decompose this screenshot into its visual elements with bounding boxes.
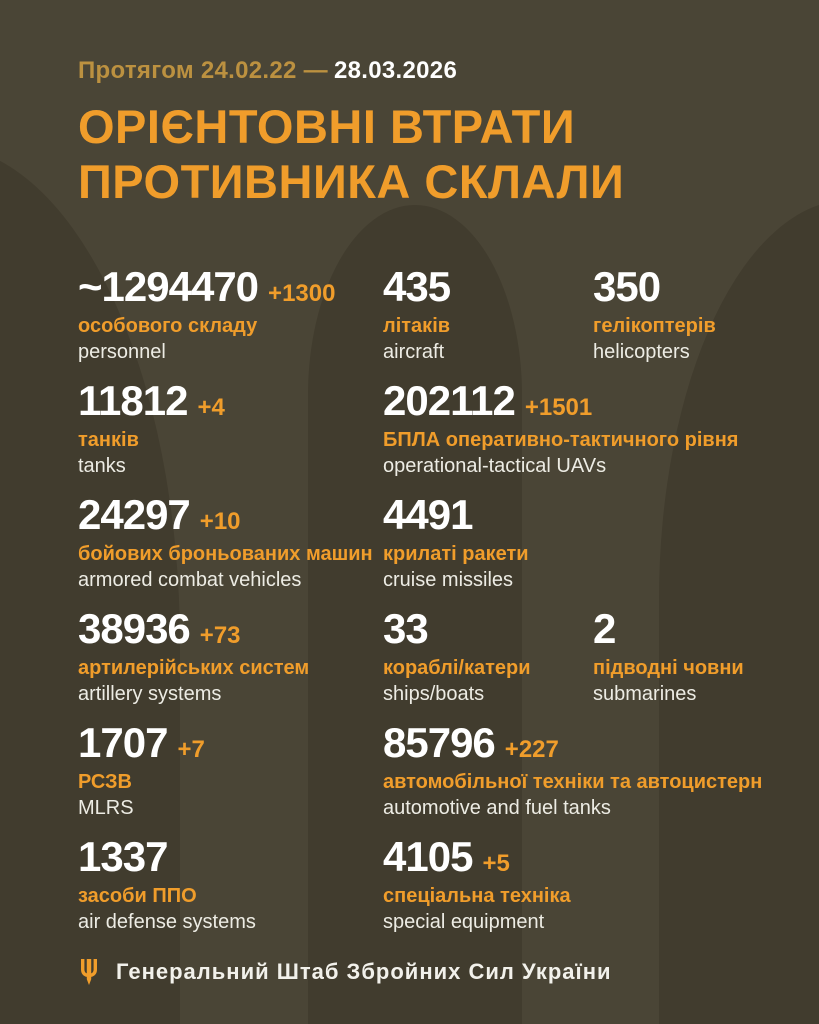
stat-aircraft — [383, 263, 593, 380]
footer — [78, 958, 789, 986]
stat-label-en: tanks — [78, 455, 126, 478]
title-line-2: ПРОТИВНИКА СКЛАЛИ — [78, 154, 625, 208]
stat-armored-vehicles — [78, 491, 383, 608]
report-period — [78, 56, 789, 86]
stat-delta: +227 — [504, 736, 559, 764]
stat-value: 85796 — [383, 719, 495, 767]
stat-value: 4105 — [383, 833, 473, 881]
stat-label-en: cruise missiles — [383, 569, 514, 592]
stat-delta: +1501 — [524, 394, 593, 422]
stat-value: 24297 — [78, 491, 190, 539]
stat-value: 435 — [383, 263, 451, 311]
stat-label-en: MLRS — [78, 797, 134, 820]
stat-artillery — [78, 605, 383, 722]
trident-icon — [78, 958, 100, 986]
stat-label-ua: бойових броньованих машин — [78, 543, 373, 566]
stat-label-en: operational-tactical UAVs — [383, 455, 607, 478]
stat-label-ua: гелікоптерів — [593, 315, 716, 338]
stat-label-en: ships/boats — [383, 683, 485, 706]
stat-value: 4491 — [383, 491, 473, 539]
stat-ships — [383, 605, 593, 722]
stat-value: ~1294470 — [78, 263, 259, 311]
stat-submarines — [593, 605, 789, 722]
stat-label-en: automotive and fuel tanks — [383, 797, 611, 820]
stat-label-ua: крилаті ракети — [383, 543, 529, 566]
stat-label-en: special equipment — [383, 911, 545, 934]
stat-label-ua: кораблі/катери — [383, 657, 531, 680]
stat-label-en: submarines — [593, 683, 697, 706]
page-title — [78, 100, 789, 209]
stat-special-equipment — [383, 833, 789, 950]
stat-uavs — [383, 377, 789, 494]
stat-label-ua: підводні човни — [593, 657, 744, 680]
period-prefix: Протягом 24.02.22 — — [78, 57, 328, 84]
stat-delta: +73 — [199, 622, 241, 650]
stat-cruise-missiles — [383, 491, 789, 608]
stat-label-ua: спеціальна техніка — [383, 885, 571, 908]
stat-mlrs — [78, 719, 383, 836]
stat-delta: +1300 — [268, 280, 336, 308]
stat-delta: +4 — [197, 394, 225, 422]
stat-helicopters — [593, 263, 789, 380]
stat-value: 11812 — [78, 377, 188, 425]
stat-label-en: aircraft — [383, 341, 445, 364]
stat-value: 1707 — [78, 719, 168, 767]
footer-org-label: Генеральний Штаб Збройних Сил України — [116, 959, 612, 985]
stat-value: 33 — [383, 605, 428, 653]
stat-tanks — [78, 377, 383, 494]
period-date: 28.03.2026 — [333, 57, 458, 84]
stat-label-ua: особового складу — [78, 315, 258, 338]
stat-value: 202112 — [383, 377, 515, 425]
stat-personnel — [78, 263, 383, 380]
stat-label-en: armored combat vehicles — [78, 569, 302, 592]
stat-label-ua: танків — [78, 429, 139, 452]
stat-label-en: helicopters — [593, 341, 690, 364]
stat-label-ua: засоби ППО — [78, 885, 197, 908]
title-line-1: ОРІЄНТОВНІ ВТРАТИ — [78, 100, 576, 153]
stat-label-ua: артилерійських систем — [78, 657, 310, 680]
losses-grid — [78, 263, 789, 950]
stat-label-ua: РСЗВ — [78, 771, 132, 794]
stat-label-en: personnel — [78, 341, 166, 364]
stat-value: 1337 — [78, 833, 168, 881]
stat-delta: +7 — [177, 736, 205, 764]
stat-label-en: air defense systems — [78, 911, 256, 934]
stat-label-ua: БПЛА оперативно-тактичного рівня — [383, 429, 739, 452]
stat-air-defense — [78, 833, 383, 950]
stat-delta: +10 — [199, 508, 241, 536]
stat-value: 2 — [593, 605, 616, 653]
stat-label-ua: автомобільної техніки та автоцистерн — [383, 771, 763, 794]
stat-label-ua: літаків — [383, 315, 451, 338]
stat-automotive — [383, 719, 789, 836]
stat-delta: +5 — [482, 850, 510, 878]
stat-label-en: artillery systems — [78, 683, 222, 706]
stat-value: 350 — [593, 263, 661, 311]
stat-value: 38936 — [78, 605, 190, 653]
